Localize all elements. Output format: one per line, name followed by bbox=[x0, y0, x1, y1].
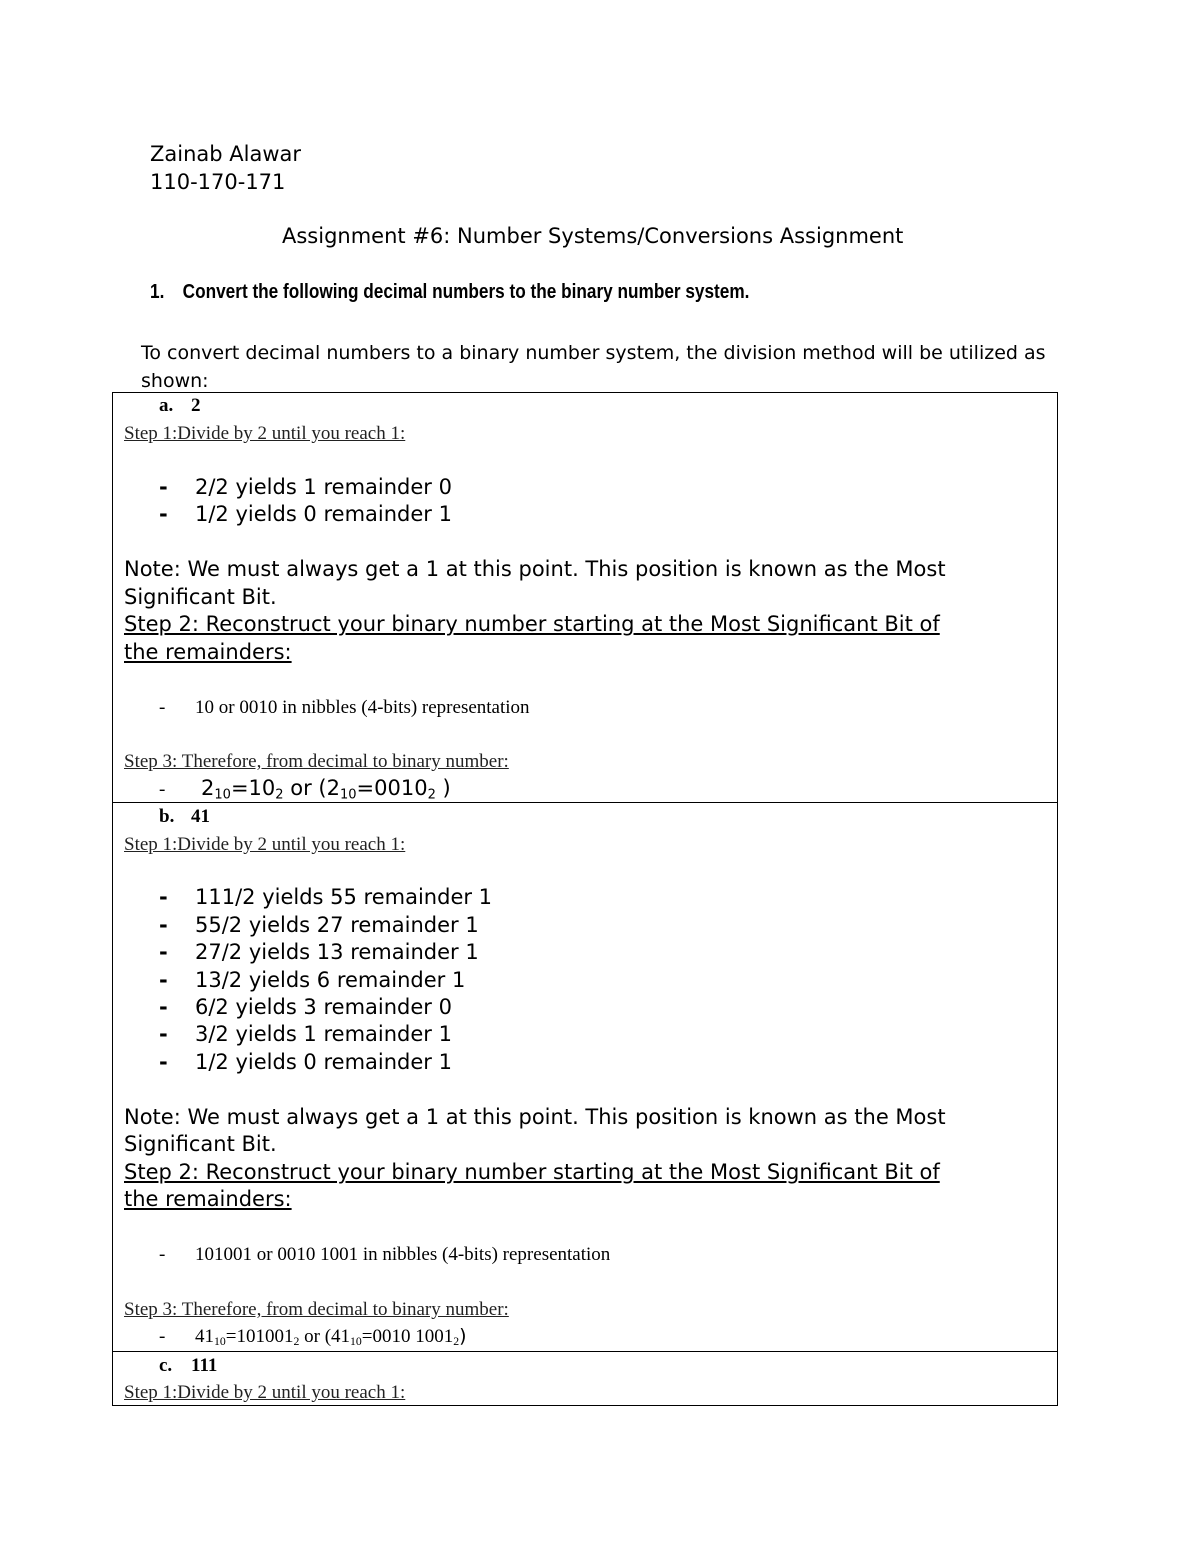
step1-text: Step 1:Divide by 2 until you reach 1: bbox=[124, 423, 406, 444]
table-row bbox=[113, 1352, 1058, 1406]
step1-text: Step 1:Divide by 2 until you reach 1: bbox=[124, 1382, 406, 1403]
division-line: - 6/2 yields 3 remainder 0 bbox=[159, 995, 452, 1019]
table-row bbox=[113, 803, 1058, 1352]
division-line: - 1/2 yields 0 remainder 1 bbox=[159, 1050, 452, 1074]
step2-text: the remainders: bbox=[124, 1187, 292, 1211]
division-line: - 111/2 yields 55 remainder 1 bbox=[159, 885, 493, 909]
division-line: - 1/2 yields 0 remainder 1 bbox=[159, 502, 452, 526]
question-text: Convert the following decimal numbers to the binary number system. bbox=[182, 281, 750, 303]
step2-text: Step 2: Reconstruct your binary number starting at the Most Significant Bit of bbox=[124, 1160, 940, 1184]
author-name: Zainab Alawar bbox=[150, 142, 302, 166]
item-b-cell bbox=[113, 803, 1058, 1352]
answer-table bbox=[112, 392, 1058, 1406]
division-line: - 55/2 yields 27 remainder 1 bbox=[159, 913, 479, 937]
division-line: - 27/2 yields 13 remainder 1 bbox=[159, 940, 479, 964]
table-row bbox=[113, 393, 1058, 803]
item-a-label: a. 2 bbox=[159, 395, 201, 416]
step2-text: the remainders: bbox=[124, 640, 292, 664]
step3-text: Step 3: Therefore, from decimal to binary number: bbox=[124, 751, 509, 772]
note-text: Note: We must always get a 1 at this point. This position is known as the Most bbox=[124, 1105, 946, 1129]
step2-text: Step 2: Reconstruct your binary number starting at the Most Significant Bit of bbox=[124, 612, 940, 636]
document-title: Assignment #6: Number Systems/Conversions Assignment bbox=[282, 224, 904, 248]
division-line: - 2/2 yields 1 remainder 0 bbox=[159, 475, 452, 499]
note-text: Note: We must always get a 1 at this point. This position is known as the Most bbox=[124, 557, 946, 581]
item-c-cell bbox=[113, 1352, 1058, 1406]
question-number: 1. bbox=[150, 281, 165, 303]
reconstruct-line: - 10 or 0010 in nibbles (4-bits) representation bbox=[159, 697, 530, 718]
division-line: - 13/2 yields 6 remainder 1 bbox=[159, 968, 466, 992]
question-1-heading bbox=[150, 281, 749, 304]
item-a-cell bbox=[113, 393, 1058, 803]
step1-text: Step 1:Divide by 2 until you reach 1: bbox=[124, 834, 406, 855]
item-c-label: c. 111 bbox=[159, 1355, 218, 1376]
student-id: 110-170-171 bbox=[150, 170, 286, 194]
item-b-label: b. 41 bbox=[159, 806, 210, 827]
intro-paragraph: To convert decimal numbers to a binary number system, the division method will be utilized as shown: bbox=[141, 342, 1046, 392]
result-line: - $2_{10}=10_2$ or ($2_{10}=0010_2$ ) bbox=[159, 776, 451, 803]
step3-text: Step 3: Therefore, from decimal to binary number: bbox=[124, 1299, 509, 1320]
note-text: Significant Bit. bbox=[124, 1132, 277, 1156]
division-line: - 3/2 yields 1 remainder 1 bbox=[159, 1022, 452, 1046]
note-text: Significant Bit. bbox=[124, 585, 277, 609]
reconstruct-line: - 101001 or 0010 1001 in nibbles (4-bits) representation bbox=[159, 1244, 611, 1265]
result-line: - $41_{10}=101001_2$ or ($41_{10}=0010$ $1001_2$) bbox=[159, 1325, 467, 1348]
